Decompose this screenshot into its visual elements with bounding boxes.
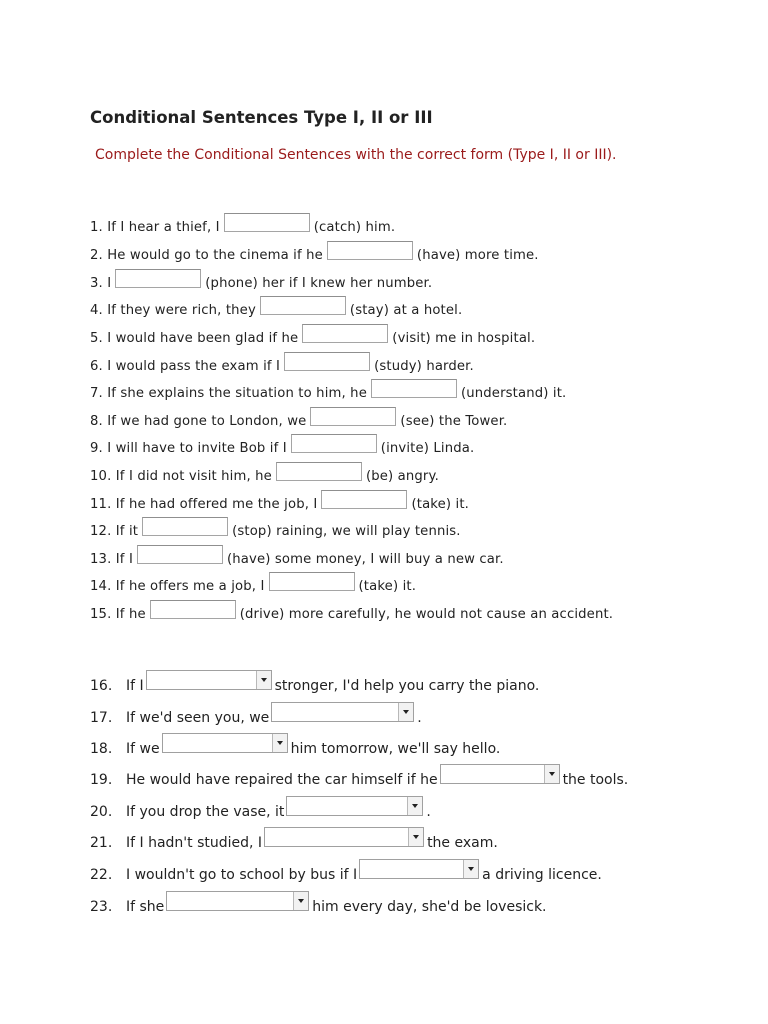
sentence-start: 10. If I did not visit him, he <box>90 469 272 484</box>
sentence-start: 3. I <box>90 276 112 291</box>
sentence-start: If we <box>126 741 160 757</box>
dropdown-arrow-icon[interactable] <box>272 734 287 752</box>
sentence-end: (stop) raining, we will play tennis. <box>232 524 461 539</box>
exercise-line <box>90 267 432 291</box>
item-number: 22. <box>90 867 113 883</box>
exercise-line <box>90 698 422 726</box>
answer-field[interactable] <box>321 490 407 509</box>
item-number: 19. <box>90 772 113 788</box>
exercise-line <box>90 460 439 484</box>
answer-field[interactable] <box>371 379 457 398</box>
exercise-line <box>90 598 613 622</box>
answer-field[interactable] <box>302 324 388 343</box>
exercise-line <box>90 729 500 757</box>
dropdown-arrow-icon[interactable] <box>544 765 559 783</box>
sentence-end: him every day, she'd be lovesick. <box>312 899 547 915</box>
answer-field[interactable] <box>142 517 228 536</box>
answer-field[interactable] <box>269 572 355 591</box>
exercise-line <box>90 792 431 820</box>
dropdown-arrow-icon[interactable] <box>398 703 413 721</box>
exercise-line <box>90 294 462 318</box>
sentence-start: 9. I will have to invite Bob if I <box>90 441 287 456</box>
dropdown-arrow-icon[interactable] <box>407 797 422 815</box>
sentence-end: (invite) Linda. <box>380 441 475 456</box>
sentence-start: If I <box>126 678 144 694</box>
answer-field[interactable] <box>260 296 346 315</box>
answer-field[interactable] <box>276 462 362 481</box>
dropdown-arrow-icon[interactable] <box>408 828 423 846</box>
item-number: 17. <box>90 710 113 726</box>
answer-field[interactable] <box>150 600 236 619</box>
sentence-end: (take) it. <box>358 579 417 594</box>
sentence-end: stronger, I'd help you carry the piano. <box>274 678 540 694</box>
sentence-end: (phone) her if I knew her number. <box>205 276 433 291</box>
sentence-start: If I hadn't studied, I <box>126 835 263 851</box>
answer-dropdown[interactable] <box>162 733 288 753</box>
sentence-end: . <box>417 710 422 726</box>
sentence-start: 6. I would pass the exam if I <box>90 359 281 374</box>
sentence-end: him tomorrow, we'll say hello. <box>290 741 501 757</box>
exercise-line <box>90 350 474 374</box>
sentence-start: If you drop the vase, it <box>126 804 285 820</box>
sentence-start: 15. If he <box>90 607 146 622</box>
sentence-start: 8. If we had gone to London, we <box>90 414 307 429</box>
answer-dropdown[interactable] <box>264 827 424 847</box>
sentence-start: 14. If he offers me a job, I <box>90 579 265 594</box>
exercise-line <box>90 823 498 851</box>
sentence-start: 11. If he had offered me the job, I <box>90 497 318 512</box>
exercise-line <box>90 515 461 539</box>
sentence-start: I wouldn't go to school by bus if I <box>126 867 358 883</box>
exercise-line <box>90 666 539 694</box>
answer-field[interactable] <box>224 213 310 232</box>
sentence-end: the tools. <box>562 772 629 788</box>
sentence-start: He would have repaired the car himself if he <box>126 772 438 788</box>
sentence-start: 13. If I <box>90 552 133 567</box>
sentence-end: (stay) at a hotel. <box>349 303 463 318</box>
sentence-start: 12. If it <box>90 524 139 539</box>
sentence-start: If she <box>126 899 165 915</box>
sentence-start: If we'd seen you, we <box>126 710 270 726</box>
sentence-end: the exam. <box>427 835 498 851</box>
sentence-end: (drive) more carefully, he would not cause an accident. <box>239 607 614 622</box>
answer-field[interactable] <box>115 269 201 288</box>
exercise-line <box>90 322 535 346</box>
exercise-line <box>90 543 504 567</box>
answer-dropdown[interactable] <box>166 891 309 911</box>
sentence-start: 1. If I hear a thief, I <box>90 220 220 235</box>
sentence-end: (take) it. <box>411 497 469 512</box>
exercise-line <box>90 211 395 235</box>
sentence-end: . <box>426 804 431 820</box>
page-title: Conditional Sentences Type I, II or III <box>90 108 433 127</box>
sentence-start: 7. If she explains the situation to him, he <box>90 386 367 401</box>
item-number: 20. <box>90 804 113 820</box>
answer-field[interactable] <box>291 434 377 453</box>
sentence-end: (understand) it. <box>460 386 567 401</box>
sentence-end: (study) harder. <box>374 359 474 374</box>
item-number: 18. <box>90 741 113 757</box>
answer-field[interactable] <box>284 352 370 371</box>
exercise-line <box>90 239 539 263</box>
item-number: 23. <box>90 899 113 915</box>
exercise-line <box>90 488 469 512</box>
sentence-end: (be) angry. <box>365 469 439 484</box>
dropdown-arrow-icon[interactable] <box>256 671 271 689</box>
sentence-start: 5. I would have been glad if he <box>90 331 299 346</box>
instruction-text: Complete the Conditional Sentences with the correct form (Type I, II or III). <box>95 147 617 163</box>
exercise-line <box>90 432 474 456</box>
exercise-line <box>90 855 602 883</box>
sentence-end: (have) more time. <box>416 248 539 263</box>
exercise-line <box>90 405 507 429</box>
sentence-end: a driving licence. <box>482 867 602 883</box>
item-number: 16. <box>90 678 113 694</box>
answer-field[interactable] <box>310 407 396 426</box>
answer-field[interactable] <box>327 241 413 260</box>
dropdown-arrow-icon[interactable] <box>293 892 308 910</box>
exercise-line <box>90 570 416 594</box>
answer-dropdown[interactable] <box>359 859 479 879</box>
sentence-end: (see) the Tower. <box>400 414 508 429</box>
exercise-line <box>90 887 547 915</box>
answer-dropdown[interactable] <box>146 670 272 690</box>
item-number: 21. <box>90 835 113 851</box>
answer-dropdown[interactable] <box>286 796 423 816</box>
sentence-start: 2. He would go to the cinema if he <box>90 248 323 263</box>
exercise-line <box>90 760 628 788</box>
exercise-line <box>90 377 566 401</box>
sentence-start: 4. If they were rich, they <box>90 303 256 318</box>
dropdown-arrow-icon[interactable] <box>463 860 478 878</box>
sentence-end: (visit) me in hospital. <box>392 331 536 346</box>
sentence-end: (catch) him. <box>313 220 396 235</box>
answer-field[interactable] <box>137 545 223 564</box>
sentence-end: (have) some money, I will buy a new car. <box>226 552 504 567</box>
answer-dropdown[interactable] <box>440 764 560 784</box>
answer-dropdown[interactable] <box>271 702 414 722</box>
